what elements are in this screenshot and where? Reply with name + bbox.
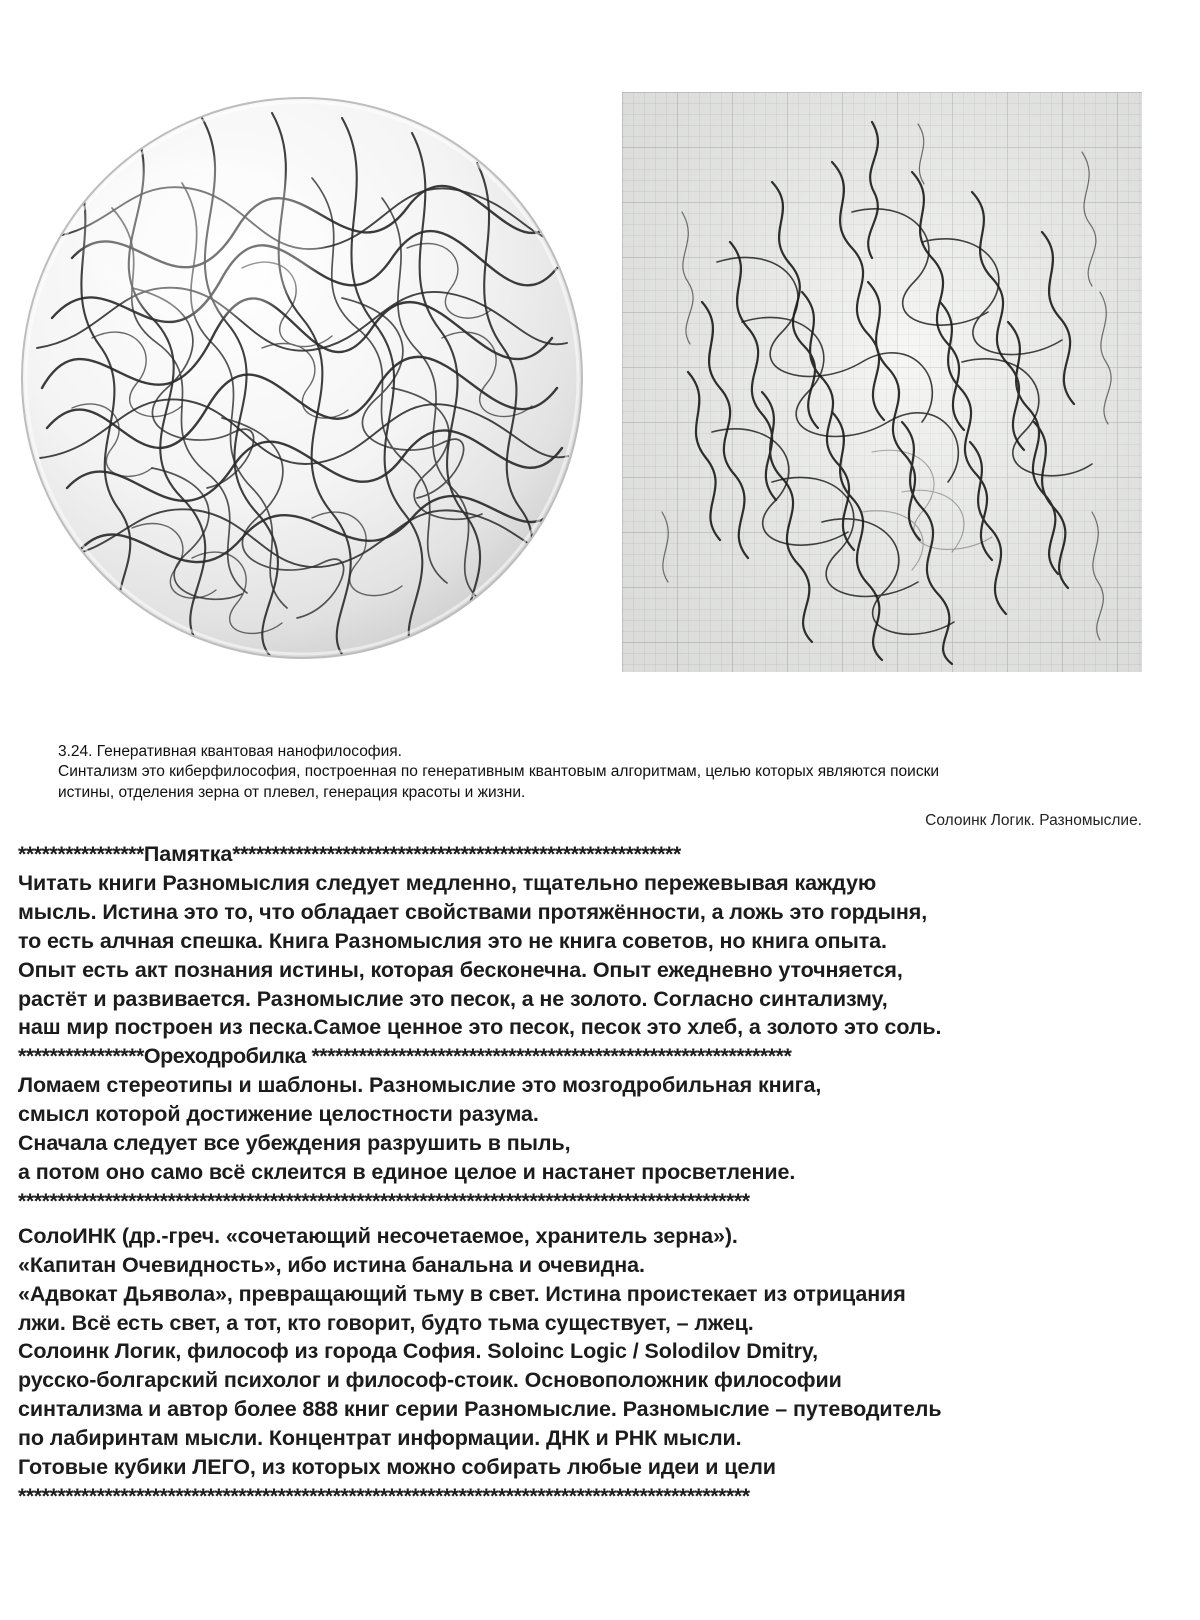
heading-2-stars-right: ************************************************************* [305,1044,792,1069]
author-attribution: Солоинк Логик. Разномыслие. [925,812,1142,829]
paragraph-1-line-1: Читать книги Разномыслия следует медленно, тщательно пережевывая каждую [18,870,877,895]
body-text [18,840,1186,1511]
paragraph-3-line-5: Солоинк Логик, философ из города София. Soloinc Logic / Solodilov Dmitry, [18,1339,818,1364]
paragraph-3-line-7: синтализма и автор более 888 книг серии Разномыслие. Разномыслие – путеводитель [18,1397,942,1422]
heading-1-stars-left: **************** [18,842,144,866]
paragraph-1-line-4: Опыт есть акт познания истины, которая бесконечна. Опыт ежедневно уточняется, [18,957,903,982]
divider-2: ********************************************************************************************* [18,1483,750,1508]
graph-paper-scribble-photo [622,92,1142,672]
caption-line-2: истины, отделения зерна от плевел, генерация красоты и жизни. [58,783,526,801]
heading-pamyatka-row [18,840,1186,869]
generative-sphere-illustration [12,88,592,668]
heading-orehodrobilka-row [18,1042,1186,1071]
heading-2-stars-left: **************** [18,1044,144,1069]
paragraph-1-line-5: растёт и развивается. Разномыслие это песок, а не золото. Согласно синтализму, [18,986,888,1011]
paragraph-2-line-1: Ломаем стереотипы и шаблоны. Разномыслие это мозгодробильная книга, [18,1073,822,1098]
paragraph-3-line-6: русско-болгарский психолог и философ-стоик. Основоположник философии [18,1368,842,1393]
paragraph-3-line-4: лжи. Всё есть свет, а тот, кто говорит, будто тьма существует, – лжец. [18,1310,754,1335]
paragraph-1-line-2: мысль. Истина это то, что обладает свойствами протяжённости, а ложь это гордыня, [18,899,928,924]
caption-line-1: Синтализм это киберфилософия, построенная по генеративным квантовым алгоритмам, целью которых являются поиски [58,763,940,781]
heading-2-title: Ореходробилка [143,1044,306,1069]
paragraph-3-line-2: «Капитан Очевидность», ибо истина банальна и очевидна. [18,1252,645,1277]
caption-title: 3.24. Генеративная квантовая нанофилософия. [58,743,402,760]
paragraph-2-line-3: Сначала следует все убеждения разрушить в пыль, [18,1131,571,1156]
heading-1-title: Памятка [143,842,233,866]
paragraph-2-line-2: смысл которой достижение целостности разума. [18,1102,539,1127]
paragraph-1-line-3: то есть алчная спешка. Книга Разномыслия это не книга советов, но книга опыта. [18,928,887,953]
paragraph-1-line-6: наш мир построен из песка.Самое ценное это песок, песок это хлеб, а золото это соль. [18,1015,942,1040]
paragraph-3-line-3: «Адвокат Дьявола», превращающий тьму в свет. Истина проистекает из отрицания [18,1281,906,1306]
figures-region [0,0,1200,720]
divider-1: ********************************************************************************************* [18,1188,750,1213]
figure-caption [58,742,1138,803]
paragraph-3-line-9: Готовые кубики ЛЕГО, из которых можно собирать любые идеи и цели [18,1455,776,1480]
heading-1-stars-right: ********************************************************* [232,842,681,866]
paragraph-3-line-8: по лабиринтам мысли. Концентрат информации. ДНК и РНК мысли. [18,1426,742,1451]
paragraph-2-line-4: а потом оно само всё склеится в единое целое и настанет просветление. [18,1159,796,1184]
paragraph-3-line-1: СолоИНК (др.-греч. «сочетающий несочетаемое, хранитель зерна»). [18,1223,738,1248]
